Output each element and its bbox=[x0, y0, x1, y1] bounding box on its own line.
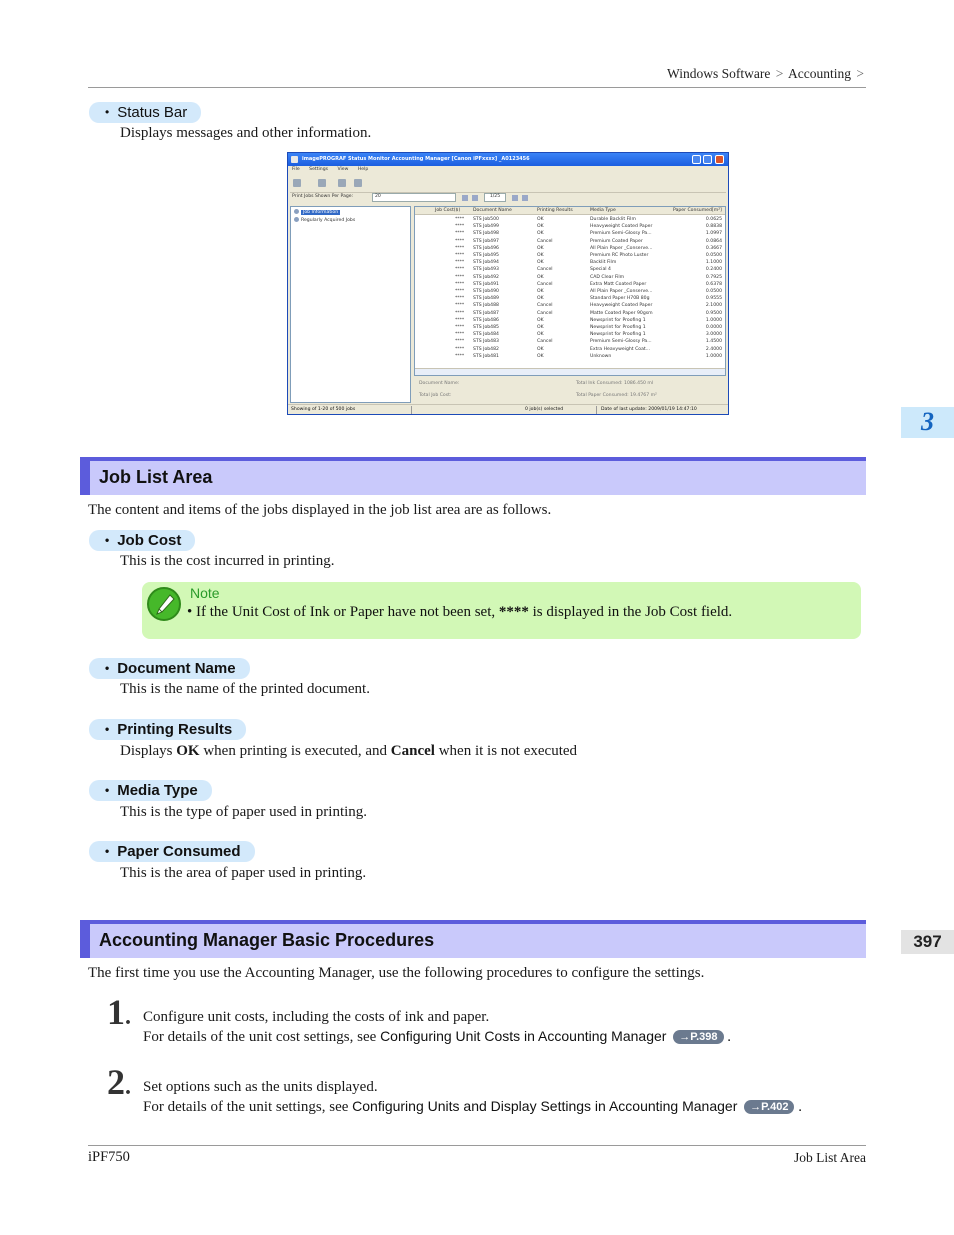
table-row[interactable] bbox=[415, 217, 725, 224]
table-cell: 3.0000 bbox=[705, 332, 722, 338]
table-cell: STS Job496 bbox=[473, 245, 499, 251]
column-paper-consumed[interactable]: Paper Consumed[m²] bbox=[673, 208, 722, 213]
table-cell: 1.1000 bbox=[705, 260, 722, 266]
table-cell: STS Job490 bbox=[473, 289, 499, 294]
table-cell: **** bbox=[455, 346, 465, 352]
table-cell: **** bbox=[455, 281, 465, 287]
table-cell: All Plain Paper _Conserve... bbox=[590, 245, 653, 251]
refresh-icon[interactable] bbox=[338, 179, 346, 187]
page-number-tab: 397 bbox=[901, 930, 954, 954]
status-bar-description: Displays messages and other information. bbox=[120, 125, 372, 141]
table-cell: Premium RC Photo Luster bbox=[590, 253, 649, 258]
table-cell: 1.0000 bbox=[705, 353, 722, 359]
table-cell: Heavyweight Coated Paper bbox=[590, 224, 653, 230]
toolbar bbox=[290, 175, 726, 193]
table-cell: OK bbox=[537, 245, 544, 251]
menu-settings[interactable]: Settings bbox=[309, 167, 328, 172]
status-last-update: Date of last update: 2009/01/19 14:47:10 bbox=[601, 407, 697, 412]
last-page-icon[interactable] bbox=[522, 195, 528, 201]
table-cell: 2.4000 bbox=[705, 346, 722, 352]
table-cell: OK bbox=[537, 332, 544, 338]
table-row[interactable] bbox=[415, 231, 725, 238]
bullet-icon: • bbox=[105, 783, 110, 797]
table-row[interactable] bbox=[415, 303, 725, 310]
help-icon[interactable] bbox=[354, 179, 362, 187]
bullet-icon: • bbox=[105, 105, 110, 119]
note-box bbox=[142, 582, 861, 639]
pencil-note-icon bbox=[147, 587, 181, 621]
detail-document-name: Document Name: bbox=[419, 381, 460, 386]
chapter-tab[interactable]: 3 bbox=[901, 407, 954, 438]
column-printing-results[interactable]: Printing Results bbox=[537, 208, 573, 213]
accounting-manager-screenshot bbox=[287, 152, 729, 415]
page-field[interactable]: 1/25 bbox=[484, 193, 506, 202]
table-cell: OK bbox=[537, 296, 544, 302]
status-showing: Showing of 1-20 of 500 jobs bbox=[291, 407, 356, 412]
table-cell: OK bbox=[537, 217, 544, 222]
table-cell: OK bbox=[537, 289, 544, 294]
window-titlebar bbox=[288, 153, 728, 166]
table-cell: **** bbox=[455, 274, 465, 280]
close-icon[interactable] bbox=[715, 155, 724, 164]
table-cell: **** bbox=[455, 217, 465, 222]
table-cell: STS Job491 bbox=[473, 281, 499, 287]
table-cell: STS Job483 bbox=[473, 339, 499, 345]
step-1-detail: For details of the unit cost settings, see Configuring Unit Costs in Accounting Manager →P.398 . bbox=[143, 1028, 732, 1045]
paper-consumed-heading: • Paper Consumed bbox=[89, 841, 255, 862]
bullet-icon: • bbox=[105, 533, 110, 547]
table-cell: OK bbox=[537, 353, 544, 359]
table-cell: OK bbox=[537, 253, 544, 258]
section-accent bbox=[80, 461, 90, 495]
table-cell: 0.9500 bbox=[705, 310, 722, 316]
table-cell: Extra Matt Coated Paper bbox=[590, 281, 647, 287]
link-configuring-units-display[interactable]: Configuring Units and Display Settings in Accounting Manager bbox=[352, 1098, 738, 1114]
breadcrumb-item[interactable]: Accounting bbox=[788, 66, 851, 81]
table-cell: 0.0500 bbox=[705, 289, 722, 294]
table-cell: STS Job499 bbox=[473, 224, 499, 230]
step-2-detail: For details of the unit settings, see Configuring Units and Display Settings in Accounting Manager →P.402 . bbox=[143, 1098, 802, 1115]
tree-item-regular-jobs[interactable]: Regularly Acquired Jobs bbox=[294, 217, 355, 223]
table-cell: **** bbox=[455, 339, 465, 345]
job-list-grid bbox=[414, 206, 726, 376]
table-cell: OK bbox=[537, 346, 544, 352]
table-cell: 0.0500 bbox=[705, 253, 722, 258]
table-cell: Newsprint for Proofing 1 bbox=[590, 325, 646, 330]
print-jobs-label: Print Jobs Shown Per Page: bbox=[292, 194, 354, 199]
table-cell: OK bbox=[537, 224, 544, 230]
detail-total-paper: Total Paper Consumed: 19.4767 m² bbox=[576, 393, 657, 398]
window-title: imagePROGRAF Status Monitor Accounting Manager [Canon iPFxxxx] _A0123456 bbox=[302, 156, 530, 162]
table-cell: **** bbox=[455, 289, 465, 294]
table-row[interactable] bbox=[415, 318, 725, 325]
job-cost-heading: • Job Cost bbox=[89, 530, 195, 551]
table-cell: Special 4 bbox=[590, 267, 611, 273]
bullet-icon: • bbox=[105, 661, 110, 675]
detail-total-job-cost: Total Job Cost: bbox=[419, 393, 452, 398]
table-cell: 0.0864 bbox=[705, 238, 722, 244]
table-row[interactable] bbox=[415, 289, 725, 296]
table-cell: **** bbox=[455, 224, 465, 230]
table-cell: STS Job495 bbox=[473, 253, 499, 258]
status-bar-heading bbox=[89, 102, 201, 123]
table-cell: STS Job486 bbox=[473, 317, 499, 323]
horizontal-scrollbar[interactable] bbox=[415, 368, 725, 375]
table-cell: OK bbox=[537, 317, 544, 323]
table-cell: 1.4500 bbox=[705, 339, 722, 345]
job-list-area-section-bar bbox=[80, 457, 866, 495]
table-cell: Premium Semi-Glossy Pa... bbox=[590, 231, 652, 237]
table-cell: Extra Heavyweight Coat... bbox=[590, 346, 651, 352]
table-cell: STS Job485 bbox=[473, 325, 499, 330]
column-job-cost[interactable]: Job Cost($) bbox=[435, 208, 461, 213]
column-media-type[interactable]: Media Type bbox=[590, 208, 616, 213]
table-cell: Cancel bbox=[537, 281, 553, 287]
table-cell: **** bbox=[455, 332, 465, 338]
breadcrumb bbox=[667, 66, 866, 82]
job-list-area-intro: The content and items of the jobs displayed in the job list area are as follows. bbox=[88, 502, 552, 518]
procedures-section-bar bbox=[80, 920, 866, 958]
breadcrumb-separator: > bbox=[775, 66, 784, 81]
job-details bbox=[414, 377, 726, 403]
table-row[interactable] bbox=[415, 354, 725, 361]
table-cell: 0.2400 bbox=[705, 267, 722, 273]
note-label: Note bbox=[190, 585, 220, 601]
job-tree bbox=[290, 206, 411, 403]
table-cell: Durable Backlit Film bbox=[590, 217, 636, 222]
status-selected: 0 job(s) selected bbox=[525, 407, 564, 412]
page-ref-badge[interactable]: →P.398 bbox=[673, 1030, 723, 1044]
table-cell: **** bbox=[455, 245, 465, 251]
table-cell: STS Job489 bbox=[473, 296, 499, 302]
bullet-icon: • bbox=[105, 844, 110, 858]
table-cell: CAD Clear Film bbox=[590, 274, 625, 280]
table-cell: **** bbox=[455, 317, 465, 323]
step-2-text: Set options such as the units displayed. bbox=[143, 1079, 378, 1095]
table-cell: **** bbox=[455, 231, 465, 237]
table-cell: Cancel bbox=[537, 339, 553, 345]
table-cell: STS Job500 bbox=[473, 217, 499, 222]
table-cell: STS Job494 bbox=[473, 260, 499, 266]
table-cell: 0.0625 bbox=[705, 217, 722, 222]
header-divider bbox=[88, 87, 866, 88]
table-cell: Standard Paper H70B 80g bbox=[590, 296, 650, 302]
table-cell: STS Job492 bbox=[473, 274, 499, 280]
note-text: • If the Unit Cost of Ink or Paper have not been set, **** is displayed in the Job Cost field. bbox=[187, 604, 733, 620]
export-icon[interactable] bbox=[318, 179, 326, 187]
folder-icon bbox=[294, 217, 299, 222]
table-row[interactable] bbox=[415, 275, 725, 282]
table-cell: Matte Coated Paper 90gsm bbox=[590, 310, 653, 316]
table-cell: 0.7925 bbox=[705, 274, 722, 280]
section-accent bbox=[80, 924, 90, 958]
table-cell: STS Job488 bbox=[473, 303, 499, 309]
footer-model: iPF750 bbox=[88, 1149, 130, 1165]
table-cell: Newsprint for Proofing 1 bbox=[590, 317, 646, 323]
page-ref-badge[interactable]: →P.402 bbox=[744, 1100, 794, 1114]
table-cell: **** bbox=[455, 238, 465, 244]
menu-view[interactable]: View bbox=[337, 167, 349, 172]
table-row[interactable] bbox=[415, 282, 725, 289]
breadcrumb-separator: > bbox=[856, 66, 864, 81]
table-cell: 0.8838 bbox=[705, 224, 722, 230]
menu-bar bbox=[292, 167, 376, 172]
table-cell: **** bbox=[455, 353, 465, 359]
job-cost-description: This is the cost incurred in printing. bbox=[120, 553, 335, 569]
table-cell: STS Job481 bbox=[473, 353, 499, 359]
menu-help[interactable]: Help bbox=[357, 167, 369, 172]
table-cell: **** bbox=[455, 253, 465, 258]
table-cell: Heavyweight Coated Paper bbox=[590, 303, 653, 309]
printing-results-description: Displays OK when printing is executed, and Cancel when it is not executed bbox=[120, 743, 578, 759]
menu-file[interactable]: File bbox=[292, 167, 300, 172]
printing-results-heading: • Printing Results bbox=[89, 719, 246, 740]
procedures-intro: The first time you use the Accounting Manager, use the following procedures to configure the settings. bbox=[88, 965, 705, 981]
table-cell: **** bbox=[455, 303, 465, 309]
step-1-text: Configure unit costs, including the costs of ink and paper. bbox=[143, 1009, 490, 1025]
document-name-description: This is the name of the printed document. bbox=[120, 681, 370, 697]
table-cell: All Plain Paper _Conserve... bbox=[590, 289, 653, 294]
table-row[interactable] bbox=[415, 311, 725, 318]
table-cell: Newsprint for Proofing 1 bbox=[590, 332, 646, 338]
table-cell: OK bbox=[537, 274, 544, 280]
step-number: 1. bbox=[107, 992, 131, 1032]
table-row[interactable] bbox=[415, 246, 725, 253]
minimize-icon[interactable] bbox=[692, 155, 701, 164]
folder-icon bbox=[294, 209, 299, 214]
table-row[interactable] bbox=[415, 325, 725, 332]
table-cell: Cancel bbox=[537, 303, 553, 309]
table-cell: STS Job498 bbox=[473, 231, 499, 237]
table-cell: OK bbox=[537, 325, 544, 330]
tree-item-job-information[interactable]: Job Information bbox=[294, 209, 340, 215]
breadcrumb-item[interactable]: Windows Software bbox=[667, 66, 771, 81]
table-cell: **** bbox=[455, 296, 465, 302]
table-cell: Premium Semi-Glossy Pa... bbox=[590, 339, 652, 345]
table-cell: 0.0000 bbox=[705, 325, 722, 330]
table-cell: 2.1000 bbox=[705, 303, 722, 309]
table-cell: STS Job484 bbox=[473, 332, 499, 338]
table-cell: Cancel bbox=[537, 267, 553, 273]
table-cell: **** bbox=[455, 267, 465, 273]
table-cell: Premium Coated Paper bbox=[590, 238, 643, 244]
job-list-area-title: Job List Area bbox=[99, 467, 213, 487]
grid-header bbox=[415, 207, 725, 215]
table-cell: 1.0000 bbox=[705, 317, 722, 323]
update-icon[interactable] bbox=[293, 179, 301, 187]
table-row[interactable] bbox=[415, 339, 725, 346]
table-row[interactable] bbox=[415, 253, 725, 260]
media-type-heading: • Media Type bbox=[89, 780, 212, 801]
link-configuring-unit-costs[interactable]: Configuring Unit Costs in Accounting Manager bbox=[380, 1028, 667, 1044]
table-cell: Cancel bbox=[537, 238, 553, 244]
table-cell: **** bbox=[455, 325, 465, 330]
table-cell: 0.3667 bbox=[705, 245, 722, 251]
table-row[interactable] bbox=[415, 267, 725, 274]
table-cell: OK bbox=[537, 260, 544, 266]
table-cell: OK bbox=[537, 231, 544, 237]
table-cell: STS Job482 bbox=[473, 346, 499, 352]
step-number: 2. bbox=[107, 1062, 131, 1102]
detail-total-ink: Total Ink Consumed: 1086.450 ml bbox=[576, 381, 654, 386]
status-bar bbox=[288, 404, 728, 414]
table-cell: STS Job497 bbox=[473, 238, 499, 244]
maximize-icon[interactable] bbox=[703, 155, 712, 164]
first-page-icon[interactable] bbox=[462, 195, 468, 201]
table-cell: 0.9555 bbox=[705, 296, 722, 302]
table-row[interactable] bbox=[415, 347, 725, 354]
table-cell: Cancel bbox=[537, 310, 553, 316]
table-cell: 1.0997 bbox=[705, 231, 722, 237]
table-cell: STS Job493 bbox=[473, 267, 499, 273]
document-name-heading: • Document Name bbox=[89, 658, 250, 679]
table-cell: STS Job487 bbox=[473, 310, 499, 316]
print-jobs-select[interactable]: 20 bbox=[372, 193, 456, 202]
media-type-description: This is the type of paper used in printing. bbox=[120, 804, 368, 820]
footer-section: Job List Area bbox=[794, 1150, 866, 1165]
footer-divider bbox=[88, 1145, 866, 1146]
table-cell: **** bbox=[455, 310, 465, 316]
table-cell: 0.6378 bbox=[705, 281, 722, 287]
column-document-name[interactable]: Document Name bbox=[473, 208, 512, 213]
bullet-icon: • bbox=[105, 722, 110, 736]
table-row[interactable] bbox=[415, 239, 725, 246]
prev-page-icon[interactable] bbox=[472, 195, 478, 201]
procedures-title: Accounting Manager Basic Procedures bbox=[99, 930, 435, 950]
next-page-icon[interactable] bbox=[512, 195, 518, 201]
table-cell: Unknown bbox=[590, 353, 612, 359]
app-icon bbox=[291, 156, 298, 163]
status-bar-heading-text: Status Bar bbox=[117, 104, 188, 121]
paper-consumed-description: This is the area of paper used in printing. bbox=[120, 865, 367, 881]
table-cell: **** bbox=[455, 260, 465, 266]
table-cell: Backlit Film bbox=[590, 260, 617, 266]
